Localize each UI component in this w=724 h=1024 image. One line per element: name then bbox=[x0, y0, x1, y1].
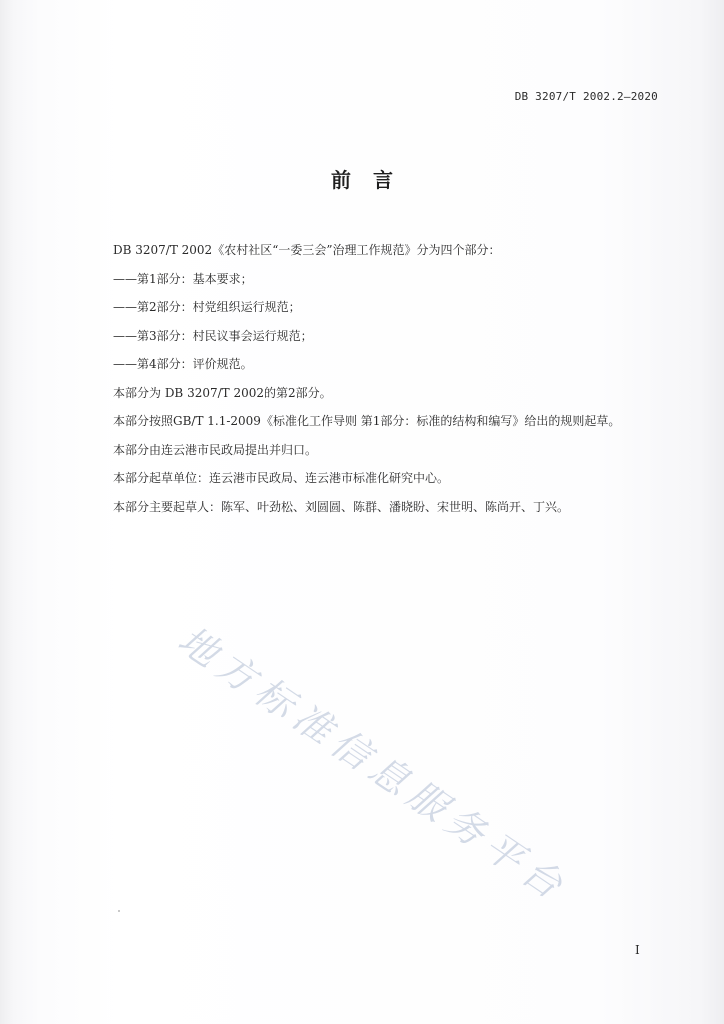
list-item-part-4: ——第4部分：评价规范。 bbox=[113, 357, 253, 371]
page-number: I bbox=[635, 943, 640, 957]
document-body bbox=[113, 236, 673, 521]
list-item-part-3: ——第3部分：村民议事会运行规范； bbox=[113, 328, 313, 343]
list-item-part-2: ——第2部分：村党组织运行规范； bbox=[113, 300, 301, 314]
drafters-list: 本部分主要起草人：陈军、叶劲松、刘圆圆、陈群、潘晓盼、宋世明、陈尚开、丁兴。 bbox=[113, 499, 570, 514]
proposer-statement: 本部分由连云港市民政局提出并归口。 bbox=[113, 442, 318, 457]
drafting-units: 本部分起草单位：连云港市民政局、连云港市标准化研究中心。 bbox=[113, 471, 450, 485]
watermark: 地方标准信息服务平台 bbox=[170, 617, 577, 912]
drafting-rule-statement: 本部分按照GB/T 1.1-2009《标准化工作导则 第1部分：标准的结构和编写》给出的规则起草。 bbox=[113, 414, 621, 428]
scan-speck bbox=[118, 910, 120, 912]
page-title: 前言 bbox=[331, 168, 415, 192]
intro-paragraph: DB 3207/T 2002《农村社区“一委三会”治理工作规范》分为四个部分： bbox=[113, 243, 501, 257]
document-code: DB 3207/T 2002.2—2020 bbox=[514, 90, 658, 103]
list-item-part-1: ——第1部分：基本要求； bbox=[113, 271, 253, 286]
part-statement: 本部分为 DB 3207/T 2002的第2部分。 bbox=[113, 385, 332, 400]
